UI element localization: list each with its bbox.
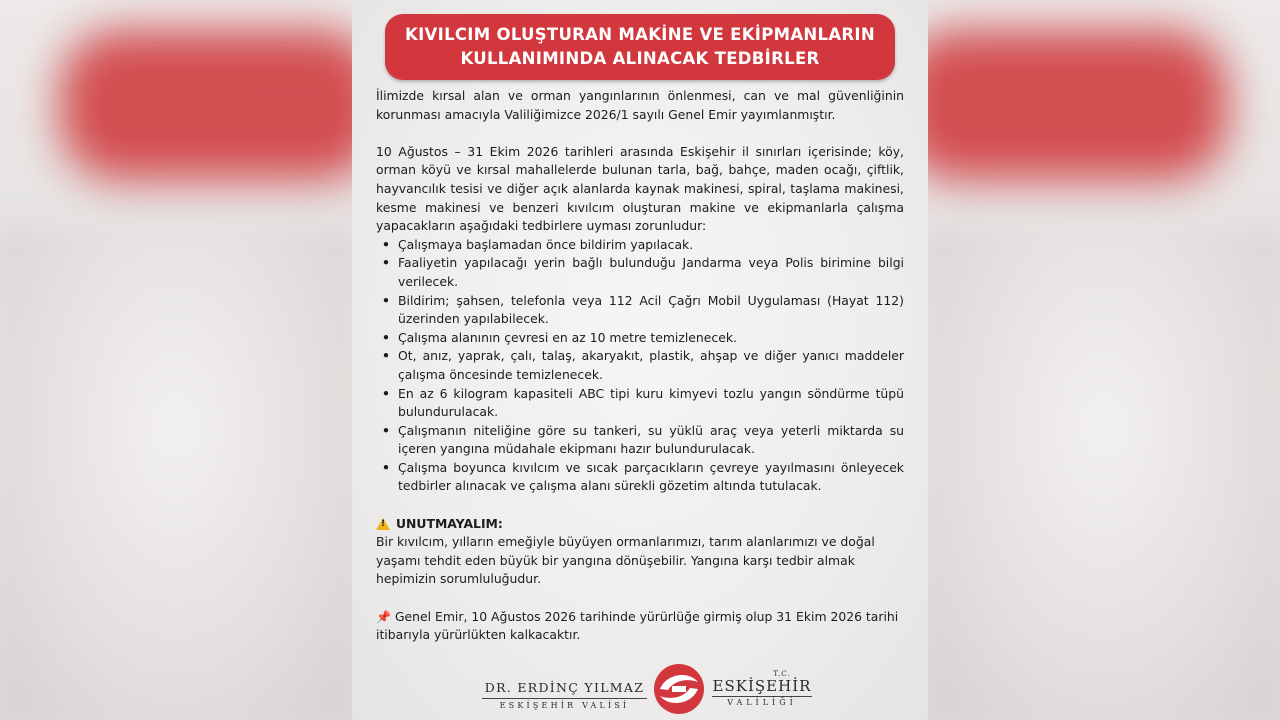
list-item: • Çalışma alanının çevresi en az 10 metre temizlenecek.: [376, 329, 904, 348]
warning-icon: [376, 518, 390, 530]
validity-note-text: Genel Emir, 10 Ağustos 2026 tarihinde yürürlüğe girmiş olup 31 Ekim 2026 tarihi itibarıyla yürürlükten kalkacaktır.: [376, 608, 899, 643]
title-line-2: KULLANIMINDA ALINACAK TEDBİRLER: [460, 49, 820, 68]
list-item: • Ot, anız, yaprak, çalı, talaş, akaryakıt, plastik, ahşap ve diğer yanıcı maddeler çalışma öncesinde temizlenecek.: [376, 347, 904, 384]
intro-paragraph: İlimizde kırsal alan ve orman yangınlarının önlenmesi, can ve mal güvenliğinin korunması amacıyla Valiliğimizce 2026/1 sayılı Genel Emir yayımlanmıştır.: [376, 88, 904, 122]
list-item: • Çalışmanın niteliğine göre su tankeri, su yüklü araç veya yeterli miktarda su içeren yangına müdahale ekipmanı hazır bulundurulacak.: [376, 422, 904, 459]
warning-heading: [376, 515, 904, 534]
scope-paragraph: 10 Ağustos – 31 Ekim 2026 tarihleri arasında Eskişehir il sınırları içerisinde; köy, orman köyü ve kırsal mahallelerde bulunan tarla, bağ, bahçe, maden ocağı, çiftlik, hayvancılık tesisi ve diğer açık alanlarda kaynak makinesi, spiral, taşlama makinesi, kesme makinesi ve benzeri kıvılcım oluşturan makine ve ekipmanlarla çalışma yapacakların aşağıdaki tedbirlere uyması zorunludur:: [376, 143, 904, 234]
warning-text: Bir kıvılcım, yılların emeğiyle büyüyen ormanlarımızı, tarım alanlarımızı ve doğal yaşamı tehdit eden büyük bir yangına dönüşebilir. Yangına karşı tedbir almak hepimizin sorumluluğudur.: [376, 534, 875, 587]
governor-signature: [482, 680, 647, 710]
warning-heading-text: UNUTMAYALIM:: [396, 515, 503, 531]
governorship-name: [712, 670, 812, 707]
list-item: • Faaliyetin yapılacağı yerin bağlı bulunduğu Jandarma veya Polis birimine bilgi verilecek.: [376, 254, 904, 291]
signature-footer: [352, 656, 928, 720]
title-line-1: KIVILCIM OLUŞTURAN MAKİNE VE EKİPMANLARIN: [405, 25, 875, 44]
list-item: • En az 6 kilogram kapasiteli ABC tipi kuru kimyevi tozlu yangın söndürme tüpü bulundurulacak.: [376, 385, 904, 422]
governor-name: DR. ERDİNÇ YILMAZ: [484, 680, 645, 695]
province-name: ESKİŞEHİR: [712, 677, 812, 695]
background-fog: [928, 230, 1280, 720]
blurred-background-right: [928, 0, 1280, 720]
validity-note: [376, 608, 904, 645]
list-item: • Çalışmaya başlamadan önce bildirim yapılacak.: [376, 236, 904, 255]
governor-title: ESKİŞEHİR VALİSİ: [482, 698, 647, 710]
governorship-logo-icon: [652, 662, 706, 716]
title-banner: [385, 14, 895, 80]
list-item: • Çalışma boyunca kıvılcım ve sıcak parçacıkların çevreye yayılmasını önleyecek tedbirler alınacak ve çalışma alanı sürekli gözetim altında tutulacak.: [376, 459, 904, 496]
province-title: VALİLİĞİ: [712, 696, 812, 707]
background-fog: [0, 230, 352, 720]
document-body: [376, 87, 904, 645]
list-item: • Bildirim; şahsen, telefonla veya 112 Acil Çağrı Mobil Uygulaması (Hayat 112) üzerinden yapılabilecek.: [376, 292, 904, 329]
announcement-document: [352, 0, 928, 720]
pushpin-icon: 📌: [376, 609, 391, 624]
background-red-band: [60, 30, 352, 180]
blurred-background-left: [0, 0, 352, 720]
background-red-band: [928, 30, 1228, 180]
tc-label: T.C.: [773, 670, 791, 678]
measures-list: [376, 236, 904, 496]
